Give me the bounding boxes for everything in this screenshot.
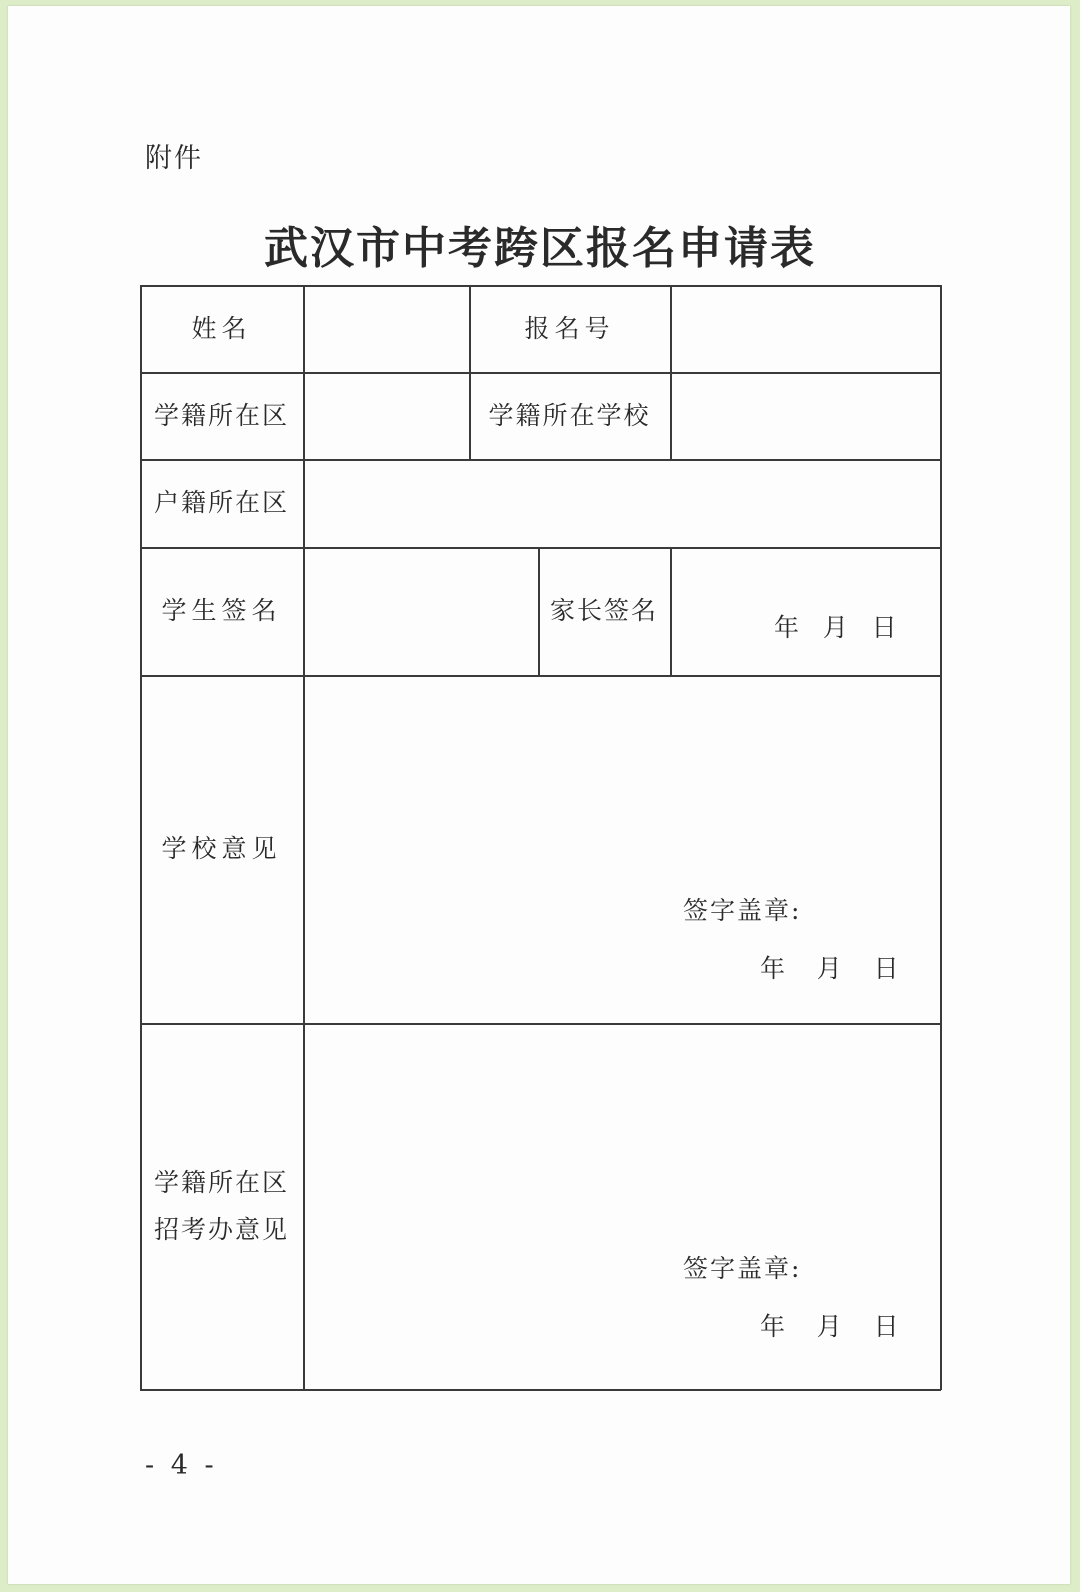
reg-no-label: 报名号: [524, 313, 615, 343]
student-sign-label: 学生签名: [161, 596, 282, 626]
office-sign-seal-label: 签字盖章:: [683, 1254, 802, 1283]
table-border-right: [940, 285, 942, 1390]
school-opinion-label: 学校意见: [161, 834, 282, 864]
application-form-table: [140, 285, 941, 1390]
form-title: 武汉市中考跨区报名申请表: [264, 223, 816, 274]
name-field[interactable]: [305, 285, 469, 372]
parent-sign-date: 年 月 日: [774, 613, 897, 642]
page-number: - 4 -: [145, 1450, 218, 1481]
student-sign-field[interactable]: [305, 547, 538, 675]
table-border-bottom: [140, 1389, 941, 1391]
school-field[interactable]: [672, 372, 940, 459]
school-opinion-date: 年 月 日: [760, 954, 899, 983]
office-opinion-label: [140, 1023, 303, 1389]
school-sign-seal-label: 签字盖章:: [683, 896, 802, 925]
school-label: 学籍所在学校: [488, 400, 651, 430]
school-district-label: 学籍所在区: [153, 400, 289, 430]
office-opinion-label-line1: 学籍所在区: [153, 1167, 289, 1197]
office-opinion-date: 年 月 日: [760, 1312, 899, 1341]
household-district-field[interactable]: [305, 459, 940, 547]
school-district-field[interactable]: [305, 372, 469, 459]
name-label: 姓名: [191, 313, 252, 343]
household-district-label: 户籍所在区: [153, 488, 289, 518]
attachment-label: 附件: [145, 143, 203, 174]
parent-sign-label: 家长签名: [549, 596, 658, 626]
office-opinion-label-line2: 招考办意见: [153, 1215, 289, 1244]
reg-no-field[interactable]: [672, 285, 940, 372]
